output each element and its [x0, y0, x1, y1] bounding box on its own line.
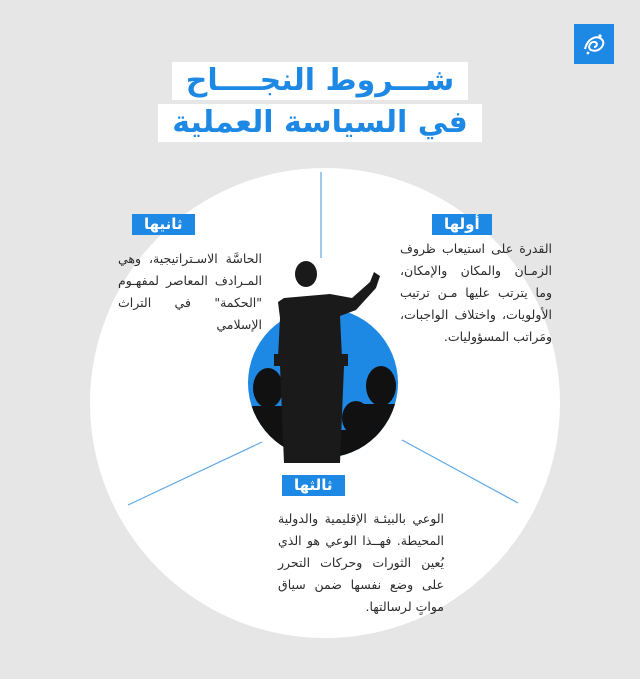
- speaker-silhouette: [248, 258, 398, 463]
- section-label-second: ثانيها: [132, 214, 195, 235]
- section-label-third: ثالثها: [282, 475, 345, 496]
- section-text-second: الحاسَّة الاسـتراتيجية، وهي المـرادف المعاصر لمفهـوم "الحكمة" في التراث الإسلامي: [118, 251, 262, 332]
- title-line-1: شـــروط النجــــاح: [172, 62, 469, 100]
- section-text-first: القدرة على استيعاب ظروف الزمـان والمكان والإمكان، وما يترتب عليها مـن ترتيب الأولويات، واختلاف الواجبات، ومَراتب المسؤوليات.: [400, 241, 552, 344]
- title-line-2: في السياسة العملية: [158, 104, 481, 142]
- section-label-first: أولها: [432, 214, 492, 235]
- section-text-third: الوعي بالبيئـة الإقليمية والدولية المحيطة. فهــذا الوعي هو الذي يُعين الثورات وحركات التحرر على وضع نفسها ضمن سياق مواتٍ لرسالتها.: [278, 511, 444, 614]
